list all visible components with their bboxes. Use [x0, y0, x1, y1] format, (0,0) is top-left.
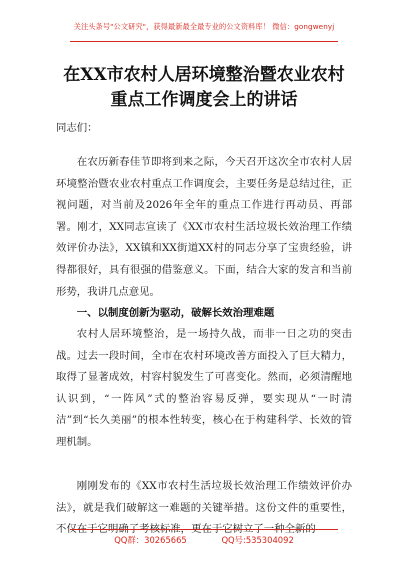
footer-qq-number: QQ号:535304092	[221, 535, 294, 545]
paragraph-section1-a: 农村人居环境整治，是一场持久战，而非一日之功的突击战。过去一段时间，全市在农村环境改善方面投入了巨大精力，取得了显著成效，村容村貌发生了可喜变化。然而，必须清醒地认识到，“一阵风”式的整治容易反弹，要实现从“一时清洁”到“长久美丽”的根本性转变，核心在于构建科学、长效的管理机制。	[56, 328, 352, 448]
salutation: 同志们：	[56, 122, 98, 134]
footer-contact	[0, 534, 408, 546]
footer-divider	[70, 529, 338, 530]
section-heading-1: 一、以制度创新为驱动，破解长效治理难题	[76, 307, 275, 319]
document-title: 在XX市农村人居环境整治暨农业农村重点工作调度会上的讲话	[63, 65, 345, 110]
footer-qq-group: QQ群：30265665	[114, 535, 187, 545]
header-divider	[70, 41, 338, 42]
header-promo-note: 关注头条号"公文研究"，获得最新最全最专业的公文资料库！ 微信：gongwenyj	[73, 22, 335, 31]
paragraph-intro: 在农历新春佳节即将到来之际，今天召开这次全市农村人居环境整治暨农业农村重点工作调度会，主要任务是总结过往，正视问题，对当前及2026年全年的重点工作进行再动员、再部署。刚才，XX同志宣读了《XX市农村生活垃圾长效治理工作绩效评价办法》，XX镇和XX街道XX村的同志分享了宝贵经验，讲得都很好，具有很强的借鉴意义。下面，结合大家的发言和当前形势，我讲几点意见。	[56, 156, 352, 298]
paragraph-section1-b: 刚刚发布的《XX市农村生活垃圾长效治理工作绩效评价办法》，就是我们破解这一难题的关键举措。这份文件的重要性，不仅在于它明确了考核标准，更在于它树立了一种全新的	[56, 480, 352, 536]
